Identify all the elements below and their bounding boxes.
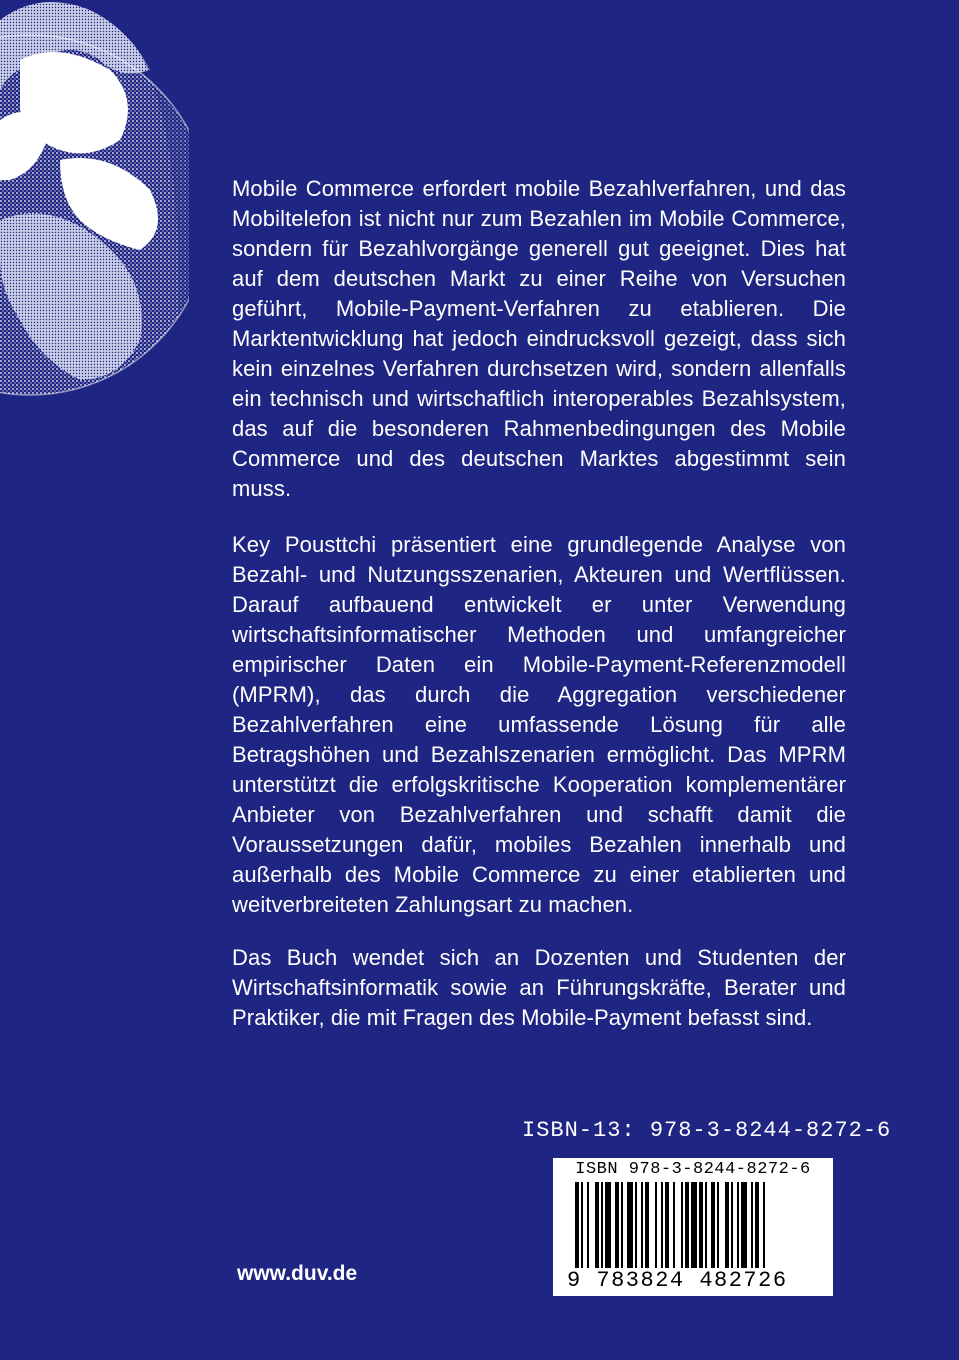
barcode-bar [711, 1182, 715, 1268]
barcode-bar [587, 1182, 589, 1268]
barcode-bar [717, 1182, 719, 1268]
globe-illustration [0, 0, 189, 451]
barcode-bar [627, 1182, 633, 1268]
publisher-website: www.duv.de [237, 1262, 358, 1285]
barcode-bar [699, 1182, 703, 1268]
barcode [553, 1158, 833, 1296]
barcode-bar [605, 1182, 611, 1268]
barcode-bar [673, 1182, 675, 1268]
isbn-label: ISBN-13: 978-3-8244-8272-6 [522, 1118, 892, 1143]
barcode-bar [725, 1182, 729, 1268]
barcode-bar [615, 1182, 619, 1268]
barcode-bar [763, 1182, 765, 1268]
barcode-bar [741, 1182, 747, 1268]
barcode-bar [661, 1182, 663, 1268]
barcode-bar [601, 1182, 603, 1268]
blurb-paragraph-1: Mobile Commerce erfordert mobile Bezahlverfahren, und das Mobiltelefon ist nicht nur zum Bezahlen im Mobile Commerce, sondern für Bezahlvorgänge generell gut geeignet. Dies hat auf dem deutschen Markt zu einer Reihe von Versuchen geführt, Mobile-Payment-Verfahren zu etablieren. Die Marktentwicklung hat jedoch eindrucksvoll gezeigt, dass sich kein einzelnes Verfahren durchsetzen wird, sondern allenfalls ein technisch und wirtschaftlich interoperables Bezahlsystem, das auf die besonderen Rahmenbedingungen des Mobile Commerce und des deutschen Marktes abgestimmt sein muss. [232, 176, 846, 501]
barcode-bar [655, 1182, 657, 1268]
blurb-paragraph-2: Key Pousttchi präsentiert eine grundlegende Analyse von Bezahl- und Nutzungsszenarien, Akteuren und Wertflüssen. Darauf aufbauend entwickelt er unter Verwendung wirtschaftsinformatischer Methoden und umfangreicher empirischer Daten ein Mobile-Payment-Referenzmodell (MPRM), das durch die Aggregation verschiedener Bezahlverfahren eine umfassende Lösung für alle Betragshöhen und Bezahlszenarien ermöglicht. Das MPRM unterstützt die erfolgskritische Kooperation komplementärer Anbieter von Bezahlverfahren und schafft damit die Voraussetzungen dafür, mobiles Bezahlen innerhalb und außerhalb des Mobile Commerce zu einer etablierten und weitverbreiteten Zahlungsart zu machen. [232, 532, 846, 917]
barcode-bar [621, 1182, 623, 1268]
barcode-bar [705, 1182, 707, 1268]
barcode-bar [685, 1182, 689, 1268]
barcode-bar [635, 1182, 637, 1268]
barcode-bar [645, 1182, 649, 1268]
barcode-bar [691, 1182, 697, 1268]
barcode-isbn-text: ISBN 978-3-8244-8272-6 [575, 1160, 811, 1179]
barcode-bar [641, 1182, 643, 1268]
barcode-bar [581, 1182, 583, 1268]
barcode-bar [751, 1182, 753, 1268]
barcode-bar [665, 1182, 669, 1268]
barcode-bar [755, 1182, 759, 1268]
barcode-bar [731, 1182, 733, 1268]
barcode-digits: 9 783824 482726 [567, 1268, 788, 1293]
barcode-bar [681, 1182, 683, 1268]
barcode-bars [575, 1182, 815, 1268]
barcode-bar [737, 1182, 739, 1268]
blurb-paragraph-3: Das Buch wendet sich an Dozenten und Studenten der Wirtschaftsinformatik sowie an Führungskräfte, Berater und Praktiker, die mit Fragen des Mobile-Payment befasst sind. [232, 945, 846, 1030]
barcode-bar [575, 1182, 579, 1268]
barcode-bar [595, 1182, 599, 1268]
